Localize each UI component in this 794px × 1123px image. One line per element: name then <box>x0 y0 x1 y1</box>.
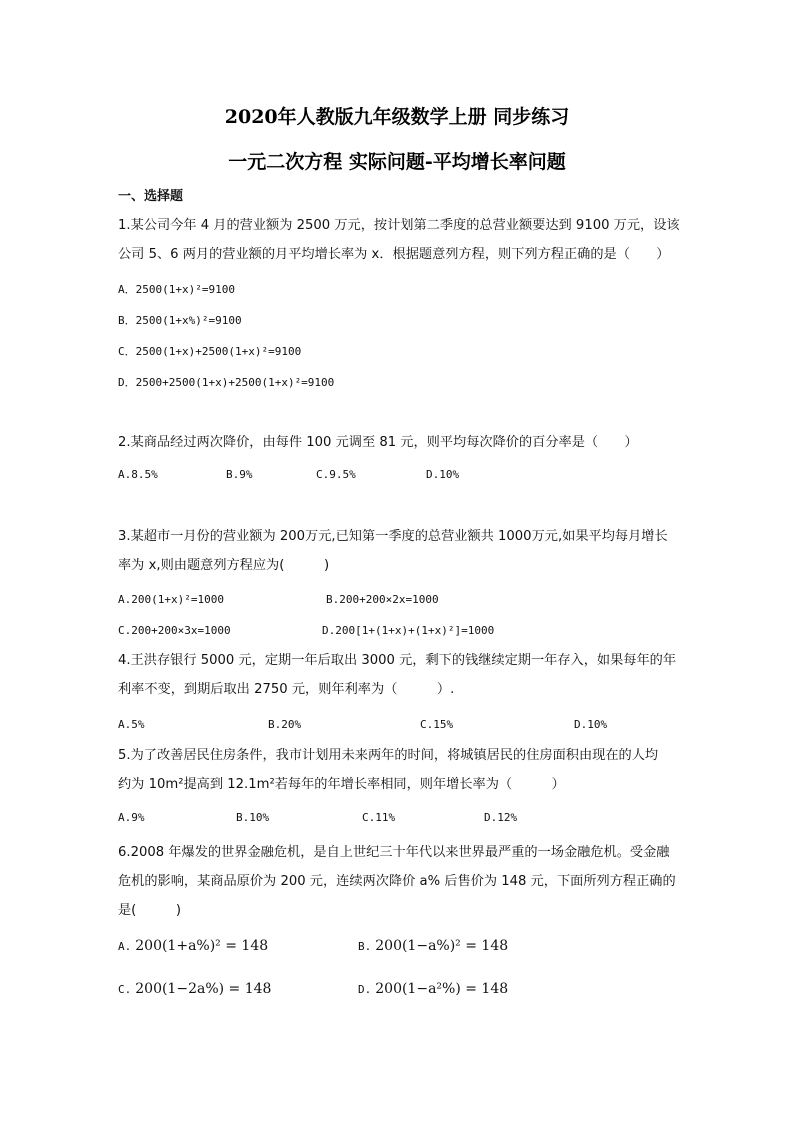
question-2-line-1: 2.某商品经过两次降价，由每件 100 元调至 81 元，则平均每次降价的百分率是（ ） <box>118 435 638 450</box>
section-heading: 一、选择题 <box>118 189 184 204</box>
question-2-option-a: A.8.5% <box>118 468 158 481</box>
question-6-option-a <box>118 938 268 954</box>
question-1-line-2: 公司 5、6 两月的营业额的月平均增长率为 x．根据题意列方程，则下列方程正确的是（ ） <box>118 247 670 262</box>
question-3-option-a: A.200(1+x)²=1000 <box>118 593 224 606</box>
formula: 200(1+a%)² = 148 <box>135 938 269 954</box>
question-6-stem <box>118 838 698 925</box>
question-4-option-a: A.5% <box>118 718 145 731</box>
question-1-option-a: A．2500(1+x)²=9100 <box>118 283 235 296</box>
question-6-option-b <box>358 938 508 954</box>
formula: 200(1−2a%) = 148 <box>135 981 272 997</box>
worksheet-subtitle: 一元二次方程 实际问题-平均增长率问题 <box>228 151 566 173</box>
question-3-line-2: 率为 x,则由题意列方程应为( ) <box>118 558 330 573</box>
option-label: D. <box>358 983 372 996</box>
question-6-line-3: 是( ) <box>118 903 182 918</box>
question-3-option-c: C.200+200×3x=1000 <box>118 624 231 637</box>
question-1-option-c: C．2500(1+x)+2500(1+x)²=9100 <box>118 345 302 358</box>
question-4-line-1: 4.王洪存银行 5000 元，定期一年后取出 3000 元，剩下的钱继续定期一年存入，如果每年的年 <box>118 653 677 668</box>
question-4-stem <box>118 646 698 704</box>
question-3-line-1: 3.某超市一月份的营业额为 200万元,已知第一季度的总营业额共 1000万元,如果平均每月增长 <box>118 529 668 544</box>
question-5-option-a: A.9% <box>118 811 145 824</box>
question-3-option-b: B.200+200×2x=1000 <box>326 593 439 606</box>
question-1-line-1: 1.某公司今年 4 月的营业额为 2500 万元，按计划第二季度的总营业额要达到 9100 万元，设该 <box>118 218 680 233</box>
question-1-stem <box>118 211 698 269</box>
formula: 200(1−a%)² = 148 <box>375 938 509 954</box>
question-3-stem <box>118 522 698 580</box>
question-5-line-2: 约为 10m²提高到 12.1m²若每年的年增长率相同，则年增长率为（ ） <box>118 777 565 792</box>
question-6-line-2: 危机的影响，某商品原价为 200 元，连续两次降价 a% 后售价为 148 元，下面所列方程正确的 <box>118 874 676 889</box>
question-5-option-c: C.11% <box>362 811 396 824</box>
question-6-option-c <box>118 981 271 997</box>
question-1-option-b: B．2500(1+x%)²=9100 <box>118 314 242 327</box>
question-5-stem <box>118 741 698 799</box>
question-5-option-d: D.12% <box>484 811 518 824</box>
question-1-option-d: D．2500+2500(1+x)+2500(1+x)²=9100 <box>118 376 335 389</box>
option-label: B. <box>358 940 372 953</box>
option-label: A. <box>118 940 132 953</box>
question-2-option-d: D.10% <box>426 468 460 481</box>
question-2-option-b: B.9% <box>226 468 253 481</box>
question-3-option-d: D.200[1+(1+x)+(1+x)²]=1000 <box>322 624 495 637</box>
option-label: C. <box>118 983 132 996</box>
question-5-line-1: 5.为了改善居民住房条件，我市计划用未来两年的时间，将城镇居民的住房面积由现在的人均 <box>118 748 659 763</box>
question-4-option-b: B.20% <box>268 718 302 731</box>
question-6-option-d <box>358 981 508 997</box>
formula: 200(1−a²%) = 148 <box>375 981 509 997</box>
question-2-option-c: C.9.5% <box>316 468 356 481</box>
question-4-option-d: D.10% <box>574 718 608 731</box>
question-5-option-b: B.10% <box>236 811 270 824</box>
worksheet-title: 2020年人教版九年级数学上册 同步练习 <box>224 106 570 128</box>
question-6-line-1: 6.2008 年爆发的世界金融危机，是自上世纪三十年代以来世界最严重的一场金融危机。受金融 <box>118 845 670 860</box>
question-4-line-2: 利率不变，到期后取出 2750 元，则年利率为（ ）. <box>118 682 455 697</box>
question-2-stem <box>118 428 698 457</box>
question-4-option-c: C.15% <box>420 718 454 731</box>
